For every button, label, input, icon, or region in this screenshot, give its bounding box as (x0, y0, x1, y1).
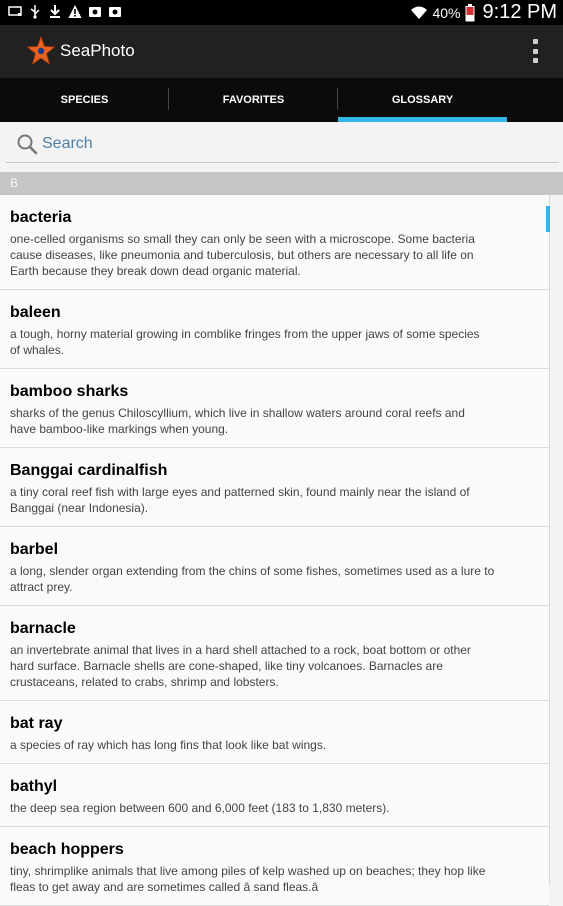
definition-line: the deep sea region between 600 and 6,000 feet (183 to 1,830 meters). (10, 801, 390, 815)
tab-glossary[interactable]: GLOSSARY (338, 78, 507, 122)
definition-line: hard surface. Barnacle shells are cone-shaped, like tiny volcanoes. Barnacles are (10, 659, 443, 673)
glossary-term: Banggai cardinalfish (10, 462, 168, 479)
screen-icon (8, 4, 22, 19)
battery-icon (465, 4, 475, 22)
glossary-term: barbel (10, 541, 59, 558)
glossary-entry[interactable] (0, 764, 549, 827)
definition-line: a species of ray which has long fins that look like bat wings. (10, 738, 327, 752)
glossary-definition (10, 405, 549, 437)
glossary-entry[interactable] (0, 290, 549, 369)
tab-species[interactable]: SPECIES (0, 78, 169, 122)
notification-icons (8, 4, 122, 19)
definition-line: crustaceans, related to crabs, shrimp and lobsters. (10, 675, 279, 689)
glossary-definition (10, 642, 549, 690)
battery-percent: 40% (432, 4, 461, 21)
glossary-definition (10, 737, 549, 753)
gallery-icon (108, 4, 122, 19)
glossary-term: bat ray (10, 715, 63, 732)
glossary-term: bamboo sharks (10, 383, 129, 400)
definition-line: one-celled organisms so small they can only be seen with a microscope. Some bacteria (10, 232, 475, 246)
glossary-term: beach hoppers (10, 841, 124, 858)
tab-favorites[interactable]: FAVORITES (169, 78, 338, 122)
search-bar (6, 125, 559, 163)
definition-line: fleas to get away and are sometimes called â sand fleas.â (10, 880, 319, 894)
action-bar (0, 25, 563, 78)
definition-line: tiny, shrimplike animals that live among piles of kelp washed up on beaches; they hop like (10, 864, 486, 878)
status-right (410, 1, 557, 24)
glossary-definition (10, 863, 549, 895)
search-input[interactable] (42, 132, 522, 156)
glossary-definition (10, 800, 549, 816)
definition-line: attract prey. (10, 580, 73, 594)
tab-bar-filler (507, 78, 563, 122)
glossary-definition (10, 326, 549, 358)
definition-line: a tiny coral reef fish with large eyes and patterned skin, found mainly near the island of (10, 485, 470, 499)
app-title: SeaPhoto (60, 41, 135, 60)
glossary-entry[interactable] (0, 195, 549, 290)
definition-line: sharks of the genus Chiloscyllium, which live in shallow waters around coral reefs and (10, 406, 465, 420)
definition-line: Banggai (near Indonesia). (10, 501, 149, 515)
starfish-logo-icon[interactable] (26, 36, 56, 66)
definition-line: an invertebrate animal that lives in a hard shell attached to a rock, boat bottom or other (10, 643, 471, 657)
glossary-entry[interactable] (0, 369, 549, 448)
glossary-definition (10, 563, 549, 595)
glossary-term: bacteria (10, 209, 72, 226)
download-icon (48, 4, 62, 19)
status-bar (0, 0, 563, 25)
definition-line: a long, slender organ extending from the chins of some fishes, sometimes used as a lure to (10, 564, 495, 578)
definition-line: a tough, horny material growing in comblike fringes from the upper jaws of some species (10, 327, 480, 341)
glossary-entry[interactable] (0, 527, 549, 606)
scroll-thumb[interactable] (546, 206, 550, 232)
usb-icon (28, 4, 42, 19)
section-header: B (0, 172, 563, 195)
glossary-entry[interactable] (0, 606, 549, 701)
definition-line: Earth because they break down dead organic material. (10, 264, 301, 278)
wifi-icon (410, 5, 428, 21)
clock: 9:12 PM (482, 1, 557, 23)
definition-line: have bamboo-like markings when young. (10, 422, 229, 436)
glossary-term: bathyl (10, 778, 58, 795)
scroll-track (549, 195, 550, 885)
overflow-menu-icon[interactable] (531, 39, 539, 63)
glossary-term: baleen (10, 304, 61, 321)
glossary-entry[interactable] (0, 701, 549, 764)
definition-line: cause diseases, like pneumonia and tuberculosis, but others are necessary to all life on (10, 248, 474, 262)
gallery-icon (88, 4, 102, 19)
glossary-list (0, 195, 549, 906)
glossary-entry[interactable] (0, 827, 549, 906)
tab-bar (0, 78, 563, 122)
glossary-definition (10, 231, 549, 279)
definition-line: of whales. (10, 343, 65, 357)
warning-icon (68, 4, 82, 19)
search-icon (16, 133, 38, 155)
glossary-definition (10, 484, 549, 516)
glossary-entry[interactable] (0, 448, 549, 527)
glossary-term: barnacle (10, 620, 76, 637)
